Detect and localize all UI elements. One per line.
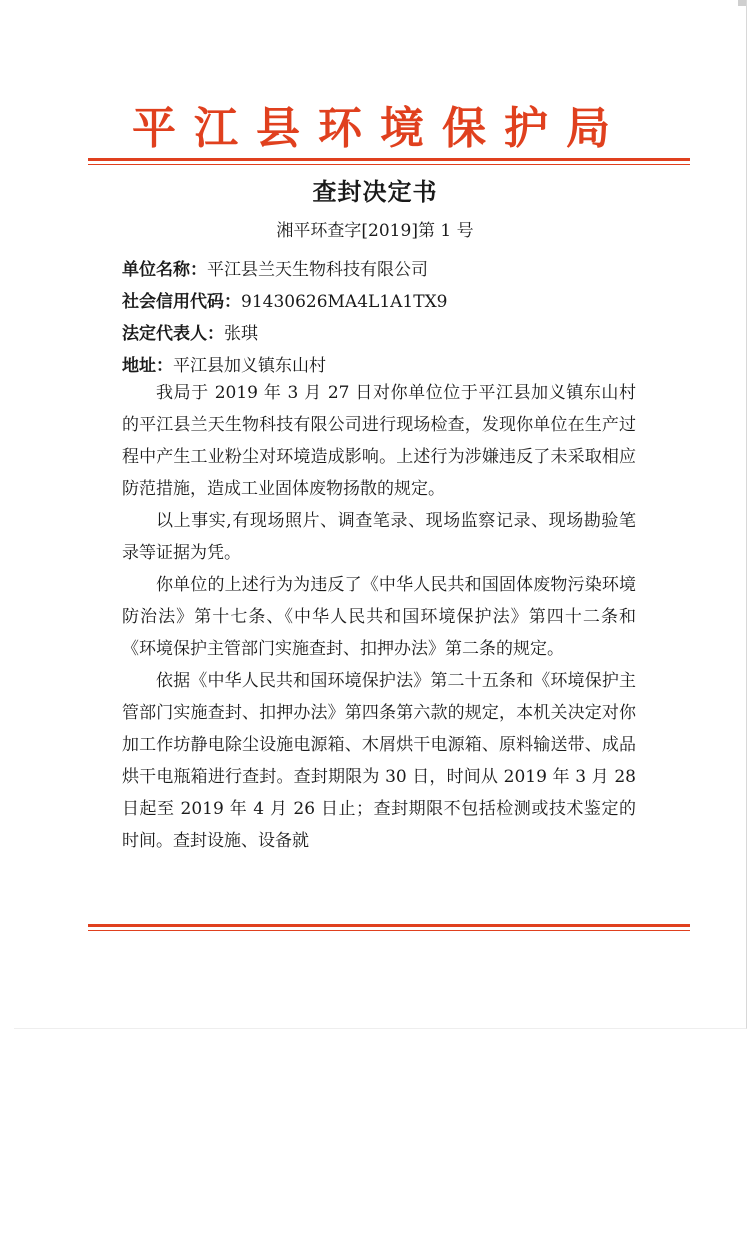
- credit-code-value: 91430626MA4L1A1TX9: [241, 292, 448, 312]
- paragraph-violation: 你单位的上述行为为违反了《中华人民共和国固体废物污染环境防治法》第十七条、《中华人民共和国环境保护法》第四十二条和《环境保护主管部门实施查封、扣押办法》第二条的规定。: [122, 575, 636, 659]
- paragraph-decision: 依据《中华人民共和国环境保护法》第二十五条和《环境保护主管部门实施查封、扣押办法》第四条第六款的规定，本机关决定对你加工作坊静电除尘设施电源箱、木屑烘干电源箱、原料输送带、成品烘干电瓶箱进行查封。查封期限为 30 日，时间从 2019 年 3 月 28 日起至 2019 年 4 月 26 日止；查封期限不包括检测或技术鉴定的时间。查封设施、设备就: [122, 671, 636, 851]
- page-edge-mark: [738, 0, 746, 6]
- letterhead-rule-thick: [88, 158, 690, 161]
- document-number: 湘平环查字[2019]第 1 号: [276, 221, 474, 241]
- document-title: 查封决定书: [312, 178, 438, 206]
- paragraph-inspection: 我局于 2019 年 3 月 27 日对你单位位于平江县加义镇东山村的平江县兰天生物科技有限公司进行现场检查，发现你单位在生产过程中产生工业粉尘对环境造成影响。上述行为涉嫌违反了未采取相应防范措施，造成工业固体废物扬散的规定。: [122, 383, 636, 499]
- footer-rule-thin: [88, 930, 690, 931]
- unit-name-value: 平江县兰天生物科技有限公司: [207, 260, 428, 280]
- credit-code-label: 社会信用代码：: [122, 292, 241, 312]
- footer-rule-thick: [88, 924, 690, 927]
- address-label: 地址：: [122, 356, 173, 376]
- legal-rep-label: 法定代表人：: [122, 324, 224, 344]
- party-info: [122, 254, 702, 382]
- legal-rep-row: [122, 318, 702, 350]
- address-value: 平江县加义镇东山村: [173, 356, 326, 376]
- agency-letterhead: 平江县环境保护局: [132, 103, 628, 154]
- paragraph-evidence: 以上事实,有现场照片、调查笔录、现场监察记录、现场勘验笔录等证据为凭。: [122, 511, 636, 563]
- decision-body: [122, 377, 636, 857]
- letterhead-rule-thin: [88, 164, 690, 165]
- credit-code-row: [122, 286, 702, 318]
- unit-name-row: [122, 254, 702, 286]
- unit-name-label: 单位名称：: [122, 260, 207, 280]
- legal-rep-value: 张琪: [224, 324, 258, 344]
